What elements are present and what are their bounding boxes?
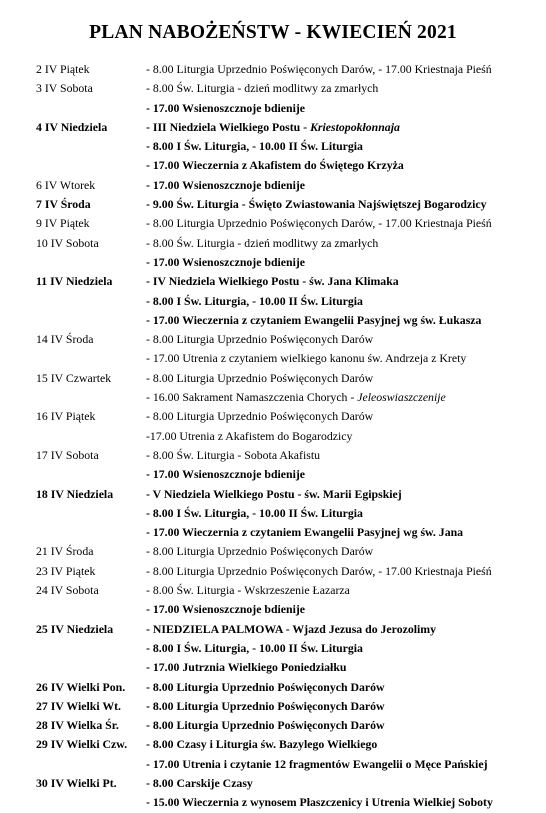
schedule-row — [0, 523, 546, 542]
schedule-entry-text: - 17.00 Wsienoszcznoje bdienije — [146, 467, 306, 482]
schedule-row — [0, 755, 546, 774]
schedule-row — [0, 620, 546, 639]
schedule-row — [0, 176, 546, 195]
schedule-row — [0, 465, 546, 484]
schedule-entry-text: - 8.00 I Św. Liturgia, - 10.00 II Św. Liturgia — [146, 139, 363, 154]
schedule-row — [0, 388, 546, 407]
schedule-row — [0, 793, 546, 812]
schedule-entry-text: - 17.00 Wieczernia z czytaniem Ewangelii Pasyjnej wg św. Łukasza — [146, 312, 482, 327]
schedule-entry-text: - 8.00 Liturgia Uprzednio Poświęconych Darów — [146, 544, 374, 559]
schedule-row — [0, 253, 546, 272]
schedule-date: 21 IV Środa — [36, 544, 94, 559]
schedule-row — [0, 407, 546, 426]
schedule-row — [0, 214, 546, 233]
schedule-date: 7 IV Środa — [36, 197, 91, 212]
schedule-entry — [146, 234, 378, 253]
schedule-date: 18 IV Niedziela — [36, 486, 114, 501]
schedule-date: 23 IV Piątek — [36, 563, 96, 578]
schedule-entry — [146, 639, 363, 658]
schedule-entry — [146, 99, 305, 118]
schedule-row — [0, 79, 546, 98]
schedule-entry-text: - 8.00 Czasy i Liturgia św. Bazylego Wielkiego — [146, 737, 378, 752]
schedule-entry-text: - 8.00 I Św. Liturgia, - 10.00 II Św. Liturgia — [146, 505, 363, 520]
schedule-row — [0, 349, 546, 368]
schedule-row — [0, 330, 546, 349]
schedule-date: 29 IV Wielki Czw. — [36, 737, 128, 752]
schedule-entry-italic: Jeleoswiaszczenije — [357, 390, 446, 405]
schedule-entry — [146, 137, 363, 156]
schedule-entry-text: - 8.00 Carskije Czasy — [146, 775, 253, 790]
schedule-entry-text: - 8.00 Liturgia Uprzednio Poświęconych Darów — [146, 698, 385, 713]
schedule-row — [0, 427, 546, 446]
schedule-entry — [146, 793, 493, 812]
schedule-entry-text: - 17.00 Wsienoszcznoje bdienije — [146, 100, 306, 115]
schedule-row — [0, 311, 546, 330]
schedule-list — [0, 60, 546, 813]
schedule-entry — [146, 581, 350, 600]
schedule-entry — [146, 272, 399, 291]
schedule-date: 25 IV Niedziela — [36, 621, 114, 636]
schedule-entry — [146, 716, 385, 735]
schedule-entry — [146, 485, 402, 504]
schedule-entry — [146, 214, 492, 233]
schedule-entry-text: - 8.00 Liturgia Uprzednio Poświęconych Darów, - 17.00 Kriestnaja Pieśń — [146, 216, 492, 231]
schedule-entry — [146, 195, 487, 214]
schedule-entry-text: - 17.00 Utrenia i czytanie 12 fragmentów Ewangelii o Męce Pańskiej — [146, 756, 488, 771]
schedule-entry-text: - 17.00 Jutrznia Wielkiego Poniedziałku — [146, 660, 347, 675]
schedule-entry-text: - 17.00 Utrenia z czytaniem wielkiego kanonu św. Andrzeja z Krety — [146, 351, 467, 366]
schedule-row — [0, 774, 546, 793]
schedule-entry — [146, 388, 446, 407]
schedule-entry — [146, 678, 385, 697]
schedule-entry-text: - 8.00 Liturgia Uprzednio Poświęconych Darów — [146, 718, 385, 733]
schedule-entry-text: - 8.00 I Św. Liturgia, - 10.00 II Św. Liturgia — [146, 293, 363, 308]
schedule-row — [0, 369, 546, 388]
schedule-entry-text: - 8.00 Liturgia Uprzednio Poświęconych Darów — [146, 409, 374, 424]
schedule-row — [0, 446, 546, 465]
schedule-entry-text: - 8.00 Liturgia Uprzednio Poświęconych Darów — [146, 679, 385, 694]
schedule-entry-text: - 8.00 Św. Liturgia - dzień modlitwy za zmarłych — [146, 235, 379, 250]
schedule-entry-text: - 16.00 Sakrament Namaszczenia Chorych - — [146, 390, 358, 405]
schedule-date: 28 IV Wielka Śr. — [36, 718, 119, 733]
schedule-entry — [146, 697, 385, 716]
schedule-row — [0, 716, 546, 735]
schedule-row — [0, 60, 546, 79]
schedule-entry — [146, 427, 352, 446]
schedule-row — [0, 735, 546, 754]
schedule-date: 14 IV Środa — [36, 332, 94, 347]
schedule-date: 30 IV Wielki Pt. — [36, 775, 117, 790]
schedule-row — [0, 292, 546, 311]
schedule-entry-text: - III Niedziela Wielkiego Postu - — [146, 119, 311, 134]
schedule-entry — [146, 658, 346, 677]
schedule-entry — [146, 253, 305, 272]
schedule-entry — [146, 735, 377, 754]
schedule-date: 26 IV Wielki Pon. — [36, 679, 126, 694]
schedule-row — [0, 600, 546, 619]
schedule-entry — [146, 562, 492, 581]
schedule-entry-text: - 17.00 Wieczernia z Akafistem do Świętego Krzyża — [146, 158, 404, 173]
schedule-entry-text: - 17.00 Wsienoszcznoje bdienije — [146, 254, 306, 269]
schedule-entry — [146, 118, 400, 137]
schedule-entry-text: - 8.00 Liturgia Uprzednio Poświęconych Darów, - 17.00 Kriestnaja Pieśń — [146, 563, 492, 578]
schedule-row — [0, 234, 546, 253]
schedule-entry — [146, 79, 378, 98]
schedule-date: 4 IV Niedziela — [36, 119, 108, 134]
schedule-entry — [146, 292, 363, 311]
schedule-date: 6 IV Wtorek — [36, 177, 96, 192]
schedule-entry — [146, 330, 373, 349]
schedule-entry-text: - NIEDZIELA PALMOWA - Wjazd Jezusa do Jerozolimy — [146, 621, 437, 636]
schedule-entry-text: - 8.00 Św. Liturgia - Wskrzeszenie Łazarza — [146, 583, 350, 598]
schedule-entry — [146, 774, 253, 793]
schedule-row — [0, 581, 546, 600]
schedule-entry-italic: Kriestopokłonnaja — [310, 119, 400, 134]
schedule-entry-text: - 8.00 Liturgia Uprzednio Poświęconych Darów, - 17.00 Kriestnaja Pieśń — [146, 62, 492, 76]
schedule-entry — [146, 600, 305, 619]
schedule-row — [0, 137, 546, 156]
schedule-row — [0, 697, 546, 716]
schedule-date: 16 IV Piątek — [36, 409, 96, 424]
schedule-row — [0, 99, 546, 118]
schedule-entry — [146, 465, 305, 484]
schedule-row — [0, 678, 546, 697]
schedule-entry — [146, 620, 436, 639]
schedule-entry — [146, 369, 373, 388]
schedule-date: 3 IV Sobota — [36, 81, 93, 96]
schedule-date: 9 IV Piątek — [36, 216, 90, 231]
schedule-entry-text: - IV Niedziela Wielkiego Postu - św. Jana Klimaka — [146, 274, 399, 289]
schedule-date: 24 IV Sobota — [36, 583, 99, 598]
schedule-row — [0, 156, 546, 175]
schedule-entry-text: - 17.00 Wieczernia z czytaniem Ewangelii Pasyjnej wg św. Jana — [146, 525, 464, 540]
schedule-entry-text: - 8.00 I Św. Liturgia, - 10.00 II Św. Liturgia — [146, 640, 363, 655]
schedule-entry — [146, 755, 488, 774]
schedule-entry-text: - 9.00 Św. Liturgia - Święto Zwiastowania Najświętszej Bogarodzicy — [146, 197, 487, 212]
schedule-entry — [146, 542, 373, 561]
schedule-date: 11 IV Niedziela — [36, 274, 113, 289]
page-title: PLAN NABOŻEŃSTW - KWIECIEŃ 2021 — [89, 22, 457, 43]
schedule-row — [0, 639, 546, 658]
schedule-row — [0, 542, 546, 561]
schedule-date: 27 IV Wielki Wt. — [36, 698, 122, 713]
schedule-date: 10 IV Sobota — [36, 235, 99, 250]
schedule-entry — [146, 349, 466, 368]
schedule-entry — [146, 176, 305, 195]
schedule-date: 17 IV Sobota — [36, 447, 99, 462]
schedule-row — [0, 118, 546, 137]
schedule-entry-text: - 8.00 Św. Liturgia - Sobota Akafistu — [146, 447, 320, 462]
schedule-entry-text: - 8.00 Św. Liturgia - dzień modlitwy za zmarłych — [146, 81, 379, 96]
schedule-entry — [146, 504, 363, 523]
schedule-date: 15 IV Czwartek — [36, 370, 112, 385]
schedule-entry — [146, 446, 320, 465]
schedule-entry — [146, 407, 373, 426]
schedule-row — [0, 195, 546, 214]
schedule-entry — [146, 311, 481, 330]
schedule-entry — [146, 523, 463, 542]
schedule-row — [0, 272, 546, 291]
schedule-entry-text: - 17.00 Wsienoszcznoje bdienije — [146, 177, 306, 192]
schedule-entry-text: - V Niedziela Wielkiego Postu - św. Marii Egipskiej — [146, 486, 402, 501]
schedule-entry-text: - 8.00 Liturgia Uprzednio Poświęconych Darów — [146, 370, 374, 385]
schedule-entry-text: -17.00 Utrenia z Akafistem do Bogarodzicy — [146, 428, 353, 443]
schedule-entry-text: - 8.00 Liturgia Uprzednio Poświęconych Darów — [146, 332, 374, 347]
schedule-entry-text: - 17.00 Wsienoszcznoje bdienije — [146, 602, 306, 617]
schedule-row — [0, 504, 546, 523]
schedule-date: 2 IV Piątek — [36, 62, 90, 76]
schedule-entry — [146, 156, 404, 175]
schedule-row — [0, 658, 546, 677]
schedule-row — [0, 562, 546, 581]
schedule-row — [0, 485, 546, 504]
schedule-entry — [146, 60, 492, 79]
schedule-entry-text: - 15.00 Wieczernia z wynosem Płaszczenicy i Utrenia Wielkiej Soboty — [146, 795, 493, 810]
